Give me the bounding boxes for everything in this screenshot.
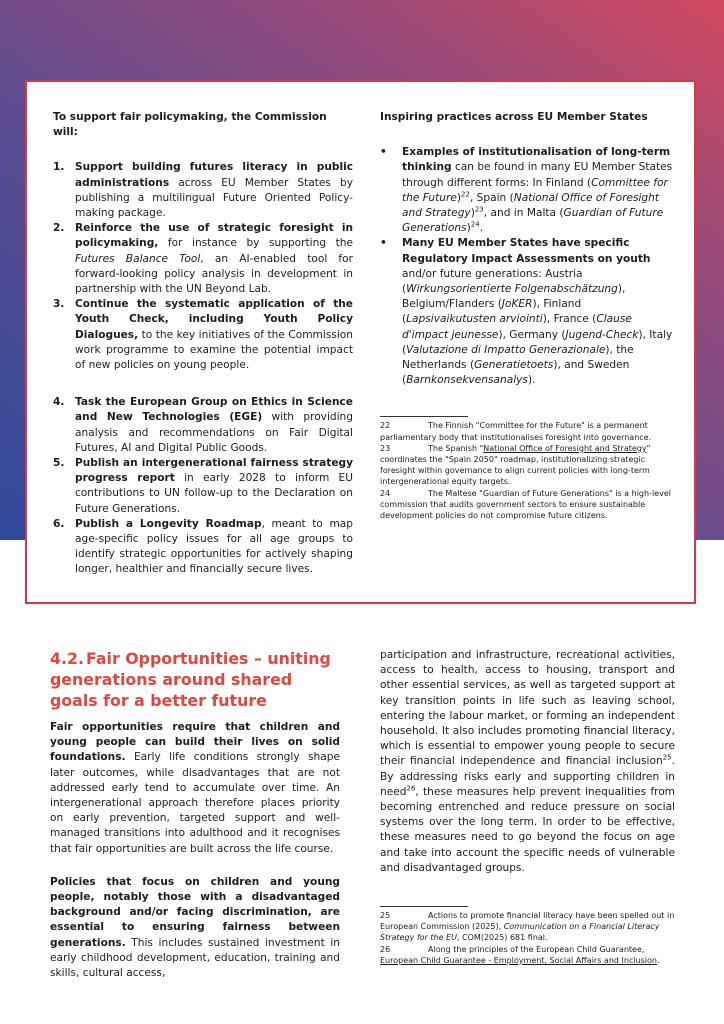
section-body-left <box>50 720 340 981</box>
paragraph: Policies that focus on children and young people, notably those with a disadvantaged background and/or facing discrimination, are essential to ensuring fairness between generations. This includes sustained investment in early childhood development, education, training and skills, cultural access, <box>50 875 340 980</box>
foresight-office-link[interactable]: National Office of Foresight and Strategy <box>483 443 647 453</box>
list-item: • Many EU Member States have specific Regulatory Impact Assessments on youth and/or future generations: Austria (Wirkungsorientierte Folgenabschätzung), Belgium/Flanders (JoKER), Finland (Lapsivaikutusten arviointi), France (Clause d'impact jeunesse), Germany (Jugend-Check), Italy (Valutazione di Impatto Generazionale), the Netherlands (Generatietoets), and Sweden (Barnkonsekvensanalys). <box>380 237 673 387</box>
list-item: 4. Task the European Group on Ethics in Science and New Technologies (EGE) with providing analysis and recommendations on Fair Digital Futures, AI and Digital Public Goods. <box>53 396 353 454</box>
list-item: 3. Continue the systematic application of the Youth Check, including Youth Policy Dialogues, to the key initiatives of the Commission work programme to examine the potential impact of new policies on young people. <box>53 298 353 372</box>
paragraph: Fair opportunities require that children and young people can build their lives on solid foundations. Early life conditions strongly shape later outcomes, while disadvantages that are not addressed early tend to accumulate over time. An intergenerational approach therefore places priority on early prevention, targeted support and well-managed transitions into adulthood and it recognises that fair opportunities are built across the life course. <box>50 721 340 855</box>
list-item: 2. Reinforce the use of strategic foresight in policymaking, for instance by supporting the Futures Balance Tool, an AI-enabled tool for forward-looking policy analysis in development in partnership with the UN Beyond Lab. <box>53 222 353 296</box>
footnote-26: 26 Along the principles of the European Child Guarantee, European Child Guarantee - Employment, Social Affairs and Inclusion. <box>380 944 660 965</box>
policy-box <box>25 80 696 604</box>
commission-actions-column <box>53 110 353 578</box>
inspiring-practices-column <box>380 110 676 521</box>
bullet-icon: • <box>380 237 387 250</box>
section-footnotes <box>380 906 675 966</box>
footnote-divider <box>380 906 468 907</box>
list-item: 5. Publish an intergenerational fairness strategy progress report in early 2028 to inform EU contributions to UN follow-up to the Declaration on Future Generations. <box>53 457 353 515</box>
bullet-icon: • <box>380 146 387 159</box>
list-item: • Examples of institutionalisation of long-term thinking can be found in many EU Member States through different forms: In Finland (Committee for the Future)$^{22}$, Spain (National Office of Foresight and Strategy)$^{23}$, and in Malta (Guardian of Future Generations)$^{24}$. <box>380 146 673 235</box>
footnote-divider <box>380 416 468 417</box>
list-item: 6. Publish a Longevity Roadmap, meant to map age-specific policy issues for all age groups to identify strategic opportunities for actively shaping longer, healthier and financially secure lives. <box>53 517 353 576</box>
footnote-25: 25 Actions to promote financial literacy have been spelled out in European Commission (2025), Communication on a Financial Literacy Strategy for the EU, COM(2025) 681 final. <box>380 911 675 943</box>
section-body-right: participation and infrastructure, recreational activities, access to health, access to housing, transport and other essential services, as well as targeted support at key transition points in life such as leaving school, entering the labour market, or forming an independent household. It also includes promoting financial literacy, which is essential to empower young people to secure their financial independence and financial inclusion$^{25}$. By addressing risks early and supporting children in need$^{26}$, these measures help prevent inequalities from becoming entrenched and reduce pressure on social systems over the long term. In order to be effective, these measures need to go beyond the focus on age and take into account the specific needs of vulnerable and disadvantaged groups. <box>380 649 675 874</box>
list-item: 1. Support building futures literacy in public administrations across EU Member States by publishing a multilingual Future Oriented Policy-making package. <box>53 161 353 220</box>
section-4-2 <box>50 648 340 999</box>
child-guarantee-link[interactable]: European Child Guarantee - Employment, Social Affairs and Inclusion <box>380 955 657 965</box>
commission-actions-list <box>53 160 353 577</box>
footnote-22: 22 The Finnish "Committee for the Future" is a permanent parliamentary body that institutionalises foresight into governance. <box>380 421 652 442</box>
footnote-24: 24 The Maltese "Guardian of Future Generations" is a high-level commission that audits government sectors to ensure sustainable development policies do not compromise future citizens. <box>380 488 671 521</box>
footnote-23: 23 The Spanish "National Office of Foresight and Strategy" coordinates the "Spain 2050" roadmap, institutionalizing strategic foresight within governance to align current policies with long-term intergenerational equity targets. <box>380 443 651 487</box>
commission-actions-heading: To support fair policymaking, the Commission will: <box>53 111 327 139</box>
inspiring-practices-heading: Inspiring practices across EU Member States <box>380 111 648 123</box>
practices-list <box>380 145 676 388</box>
section-title: 4.2. Fair Opportunities – uniting generations around shared goals for a better future <box>50 649 331 710</box>
list-spacer <box>53 373 353 395</box>
